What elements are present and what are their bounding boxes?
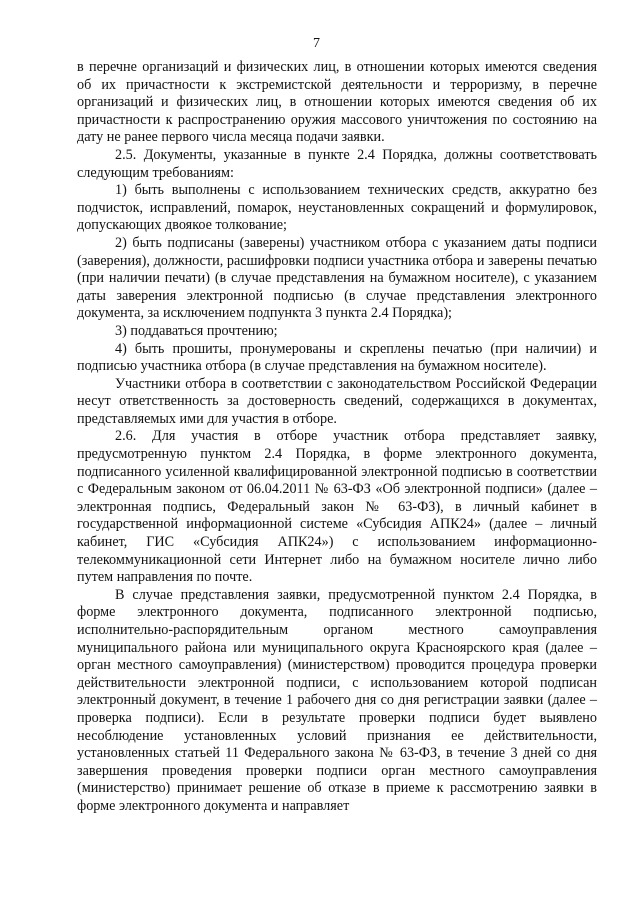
paragraph-p6: Участники отбора в соответствии с законодательством Российской Федерации несут ответственность за достоверность сведений, содержащихся в документах, представляемых ими для участия в отборе. — [77, 375, 597, 427]
paragraph-p4: 3) поддаваться прочтению; — [115, 322, 278, 339]
paragraph-p1: 2.5. Документы, указанные в пункте 2.4 Порядка, должны соответствовать следующим требованиям: — [77, 146, 597, 181]
paragraph-p2: 1) быть выполнены с использованием технических средств, аккуратно без подчисток, исправлений, помарок, неустановленных сокращений и формулировок, допускающих двоякое толкование; — [77, 182, 597, 234]
paragraph-p7: 2.6. Для участия в отборе участник отбора представляет заявку, предусмотренную пунктом 2.4 Порядка, в форме электронного документа, подписанного усиленной квалифицированной электронной подписью в соответствии с Федеральным законом от 06.04.2011 № 63-ФЗ «Об электронной подписи» (далее – электронная подпись, Федеральный закон № 63-ФЗ), в личный кабинет в государственной информационной системе «Субсидия АПК24» (далее – личный кабинет, ГИС «Субсидия АПК24») с использованием информационно-телекоммуникационной сети Интернет либо на бумажном носителе лично либо путем направления по почте. — [77, 428, 597, 586]
paragraph-p5: 4) быть прошиты, пронумерованы и скреплены печатью (при наличии) и подписью участника отбора (в случае представления на бумажном носителе). — [77, 340, 597, 375]
page-number: 7 — [313, 36, 320, 51]
body-text — [77, 59, 597, 816]
paragraph-p8: В случае представления заявки, предусмотренной пунктом 2.4 Порядка, в форме электронного документа, подписанного электронной подписью, исполнительно-распорядительным органом местного самоуправления муниципального района или муниципального округа Красноярского края (далее – орган местного самоуправления) (министерством) проводится процедура проверки действительности электронной подписи, с использованием которой подписан электронный документ, в течение 1 рабочего дня со дня регистрации заявки (далее – проверка подписи). Если в результате проверки подписи будет выявлено несоблюдение установленных условий признания ее действительности, установленных статьей 11 Федерального закона № 63-ФЗ, в течение 3 дней со дня завершения проведения проверки подписи орган местного самоуправления (министерство) принимает решение об отказе в приеме к рассмотрению заявки в форме электронного документа и направляет — [77, 586, 597, 814]
paragraph-p3: 2) быть подписаны (заверены) участником отбора с указанием даты подписи (заверения), должности, расшифровки подписи участника отбора и заверены печатью (при наличии печати) (в случае представления на бумажном носителе), с указанием даты заверения электронной подписью (в случае представления электронного документа, за исключением подпункта 3 пункта 2.4 Порядка); — [77, 234, 597, 322]
paragraph-p0: в перечне организаций и физических лиц, в отношении которых имеются сведения об их причастности к экстремистской деятельности и терроризму, в перечне организаций и физических лиц, в отношении которых имеются сведения об их причастности к распространению оружия массового уничтожения по состоянию на дату не ранее первого числа месяца подачи заявки. — [77, 59, 597, 146]
